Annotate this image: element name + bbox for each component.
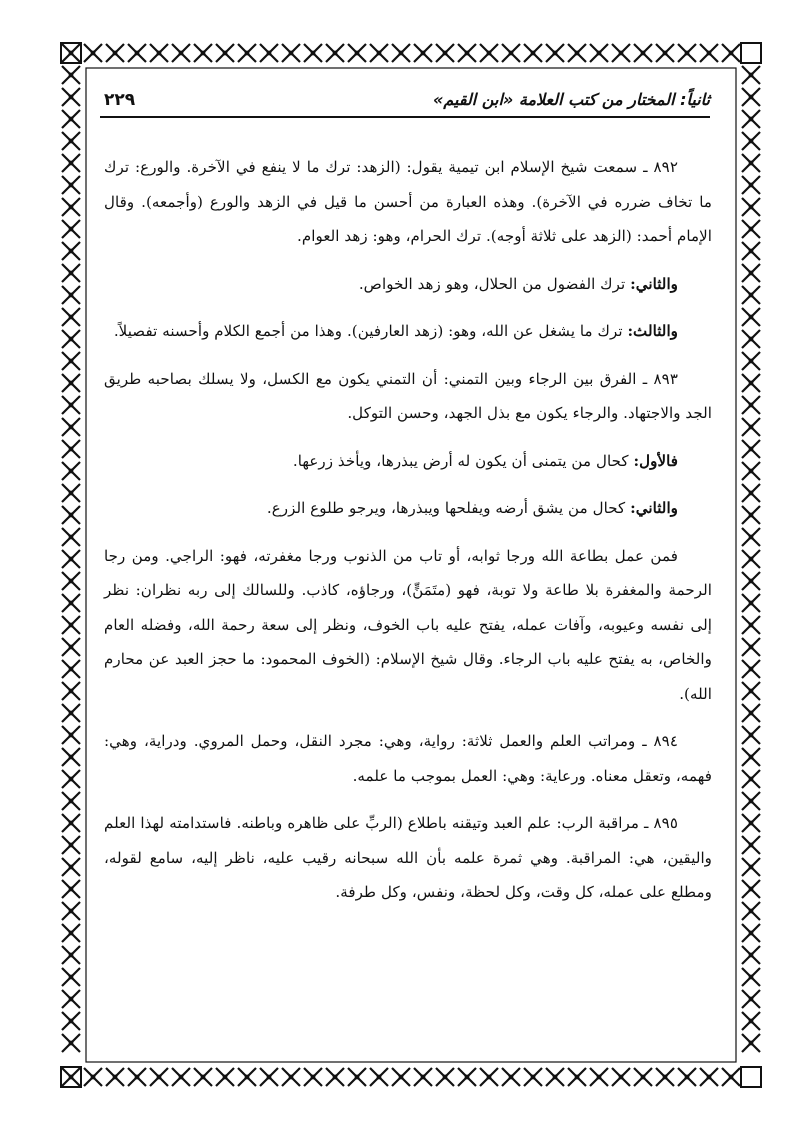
border-motif: [106, 1068, 124, 1086]
border-motif: [150, 1068, 168, 1086]
border-motif: [194, 44, 212, 62]
border-motif: [62, 594, 80, 612]
border-motif: [84, 1068, 102, 1086]
paragraph-second-case: والثاني: كحال من يشق أرضه ويفلحها ويبذرها، ويرجو طلوع الزرع.: [266, 499, 678, 517]
border-motif: [634, 1068, 652, 1086]
border-motif: [62, 154, 80, 172]
border-motif: [742, 770, 760, 788]
border-motif: [62, 88, 80, 106]
border-motif: [742, 902, 760, 920]
border-motif: [62, 858, 80, 876]
border-motif: [502, 1068, 520, 1086]
border-motif: [260, 44, 278, 62]
border-motif: [742, 132, 760, 150]
border-motif: [742, 462, 760, 480]
border-motif: [62, 110, 80, 128]
border-motif: [458, 1068, 476, 1086]
border-motif: [742, 484, 760, 502]
border-motif: [480, 1068, 498, 1086]
border-motif: [590, 1068, 608, 1086]
border-motif: [742, 88, 760, 106]
border-motif: [742, 110, 760, 128]
border-motif: [742, 242, 760, 260]
border-motif: [62, 220, 80, 238]
border-motif: [524, 1068, 542, 1086]
border-motif: [742, 286, 760, 304]
border-motif: [62, 902, 80, 920]
border-corner: [741, 1067, 761, 1087]
border-motif: [742, 528, 760, 546]
paragraph-893: ٨٩٣ ـ الفرق بين الرجاء وبين التمني: أن التمني يكون مع الكسل، ولا يسلك بصاحبه طريق الجد والاجتهاد. والرجاء يكون مع بذل الجهد، وحسن التوكل.: [104, 369, 712, 422]
border-motif: [128, 44, 146, 62]
border-motif: [62, 198, 80, 216]
border-motif: [62, 638, 80, 656]
border-motif: [348, 1068, 366, 1086]
border-motif: [62, 132, 80, 150]
border-motif: [742, 440, 760, 458]
border-motif: [392, 1068, 410, 1086]
border-motif: [62, 880, 80, 898]
paragraph-lead: والثاني:: [630, 499, 678, 517]
border-motif: [304, 44, 322, 62]
border-motif: [62, 264, 80, 282]
page-number: ٢٢٩: [104, 90, 136, 110]
border-motif: [392, 44, 410, 62]
border-motif: [62, 418, 80, 436]
border-motif: [128, 1068, 146, 1086]
border-motif: [742, 946, 760, 964]
border-motif: [742, 594, 760, 612]
border-motif: [62, 704, 80, 722]
border-motif: [742, 990, 760, 1008]
border-motif: [742, 264, 760, 282]
border-motif: [304, 1068, 322, 1086]
border-motif: [194, 1068, 212, 1086]
border-motif: [62, 528, 80, 546]
border-motif: [742, 176, 760, 194]
border-motif: [326, 44, 344, 62]
paragraph-second-zuhd: والثاني: ترك الفضول من الحلال، وهو زهد الخواص.: [358, 274, 678, 293]
border-motif: [62, 330, 80, 348]
border-motif: [172, 1068, 190, 1086]
paragraph-894: ٨٩٤ ـ ومراتب العلم والعمل ثلاثة: رواية، وهي: مجرد النقل، وحمل المروي. ودراية، وهي: فهمه، وتعقل معناه. ورعاية: وهي: العمل بموجب ما علمه.: [104, 732, 712, 785]
border-motif: [678, 1068, 696, 1086]
header-rule: [100, 116, 710, 118]
border-motif: [62, 550, 80, 568]
page-body: [104, 150, 712, 1050]
border-motif: [568, 1068, 586, 1086]
border-motif: [742, 792, 760, 810]
border-motif: [656, 1068, 674, 1086]
border-motif: [612, 44, 630, 62]
border-motif: [742, 374, 760, 392]
border-motif: [282, 1068, 300, 1086]
border-motif: [700, 1068, 718, 1086]
paragraph-lead: والثاني:: [630, 274, 678, 293]
border-motif: [742, 616, 760, 634]
border-motif: [742, 506, 760, 524]
border-motif: [62, 440, 80, 458]
border-motif: [742, 660, 760, 678]
border-motif: [216, 1068, 234, 1086]
border-motif: [62, 770, 80, 788]
border-motif: [742, 396, 760, 414]
border-motif: [742, 1034, 760, 1052]
border-motif: [742, 418, 760, 436]
border-motif: [62, 44, 80, 62]
border-motif: [62, 572, 80, 590]
border-motif: [150, 44, 168, 62]
border-motif: [742, 220, 760, 238]
border-motif: [546, 1068, 564, 1086]
border-motif: [84, 44, 102, 62]
border-motif: [700, 44, 718, 62]
border-motif: [742, 858, 760, 876]
paragraph-895: ٨٩٥ ـ مراقبة الرب: علم العبد وتيقنه باطلاع (الربِّ على ظاهره وباطنه. فاستدامته لهذا العلم واليقين، هي: المراقبة. وهي ثمرة علمه بأن الله سبحانه رقيب عليه، ناظر إليه، سامع لقوله، ومطلع على عمله، كل وقت، وكل لحظة، ونفس، وكل طرفة.: [104, 814, 712, 901]
border-motif: [742, 66, 760, 84]
paragraph-first-case: فالأول: كحال من يتمنى أن يكون له أرض يبذرها، ويأخذ زرعها.: [292, 451, 678, 470]
border-motif: [742, 550, 760, 568]
border-motif: [742, 748, 760, 766]
border-motif: [414, 44, 432, 62]
border-motif: [62, 462, 80, 480]
border-motif: [742, 330, 760, 348]
border-motif: [742, 924, 760, 942]
border-motif: [370, 1068, 388, 1086]
border-motif: [62, 836, 80, 854]
border-motif: [414, 1068, 432, 1086]
border-motif: [62, 990, 80, 1008]
border-motif: [62, 374, 80, 392]
border-motif: [62, 66, 80, 84]
border-motif: [62, 308, 80, 326]
border-motif: [62, 616, 80, 634]
border-motif: [612, 1068, 630, 1086]
page-header: [100, 86, 710, 120]
border-motif: [260, 1068, 278, 1086]
border-corner: [741, 43, 761, 63]
border-motif: [742, 352, 760, 370]
border-motif: [62, 352, 80, 370]
border-motif: [742, 682, 760, 700]
border-motif: [568, 44, 586, 62]
border-motif: [742, 704, 760, 722]
border-motif: [742, 814, 760, 832]
border-motif: [742, 726, 760, 744]
paragraph-lead: والثالث:: [627, 322, 678, 340]
border-motif: [62, 924, 80, 942]
border-motif: [742, 1012, 760, 1030]
border-motif: [62, 1012, 80, 1030]
border-motif: [678, 44, 696, 62]
border-motif: [546, 44, 564, 62]
border-motif: [282, 44, 300, 62]
border-motif: [524, 44, 542, 62]
paragraph-lead: فالأول:: [633, 451, 678, 470]
border-motif: [436, 1068, 454, 1086]
border-motif: [62, 968, 80, 986]
border-motif: [62, 682, 80, 700]
paragraph-raja: فمن عمل بطاعة الله ورجا ثوابه، أو تاب من الذنوب ورجا مغفرته، فهو: الراجي. ومن رجا الرحمة والمغفرة بلا طاعة ولا توبة، فهو (متَمَنٍّ)، ورجاؤه، كاذب. وللسالك إلى ربه نظران: نظر إلى نفسه وعيوبه، وآفات عمله، يفتح عليه باب الخوف، ونظر إلى سعة رحمة الله، وفضله العام والخاص، به يفتح عليه باب الرجاء. وقال شيخ الإسلام: (الخوف المحمود: ما حجز العبد عن محارم الله).: [104, 546, 712, 703]
border-motif: [742, 638, 760, 656]
border-motif: [742, 308, 760, 326]
border-motif: [742, 154, 760, 172]
paragraph-892: ٨٩٢ ـ سمعت شيخ الإسلام ابن تيمية يقول: (الزهد: ترك ما لا ينفع في الآخرة. والورع: ترك ما تخاف ضرره في الآخرة). وهذه العبارة من أحسن ما قيل في الزهد والورع (وأجمعه). وقال الإمام أحمد: (الزهد على ثلاثة أوجه). ترك الحرام، وهو: زهد العوام.: [104, 158, 712, 245]
border-motif: [106, 44, 124, 62]
border-motif: [62, 242, 80, 260]
border-motif: [722, 44, 740, 62]
border-motif: [742, 880, 760, 898]
border-motif: [62, 1034, 80, 1052]
border-motif: [238, 44, 256, 62]
border-motif: [480, 44, 498, 62]
border-motif: [216, 44, 234, 62]
border-motif: [436, 44, 454, 62]
border-motif: [742, 572, 760, 590]
border-motif: [458, 44, 476, 62]
border-motif: [634, 44, 652, 62]
border-motif: [62, 506, 80, 524]
border-motif: [172, 44, 190, 62]
border-motif: [722, 1068, 740, 1086]
border-motif: [62, 726, 80, 744]
border-motif: [62, 1068, 80, 1086]
border-motif: [62, 396, 80, 414]
border-motif: [62, 176, 80, 194]
border-motif: [742, 836, 760, 854]
border-motif: [62, 484, 80, 502]
border-motif: [238, 1068, 256, 1086]
border-motif: [62, 814, 80, 832]
border-motif: [502, 44, 520, 62]
border-motif: [590, 44, 608, 62]
border-motif: [370, 44, 388, 62]
border-motif: [656, 44, 674, 62]
border-motif: [326, 1068, 344, 1086]
border-motif: [742, 198, 760, 216]
border-motif: [62, 286, 80, 304]
border-motif: [62, 946, 80, 964]
border-motif: [62, 792, 80, 810]
paragraph-third-zuhd: والثالث: ترك ما يشغل عن الله، وهو: (زهد العارفين). وهذا من أجمع الكلام وأحسنه تفصيلاً.: [113, 322, 678, 340]
running-title: ثانياً: المختار من كتب العلامة «ابن القيم»: [432, 90, 710, 109]
border-motif: [348, 44, 366, 62]
border-motif: [62, 660, 80, 678]
border-motif: [62, 748, 80, 766]
border-motif: [742, 968, 760, 986]
